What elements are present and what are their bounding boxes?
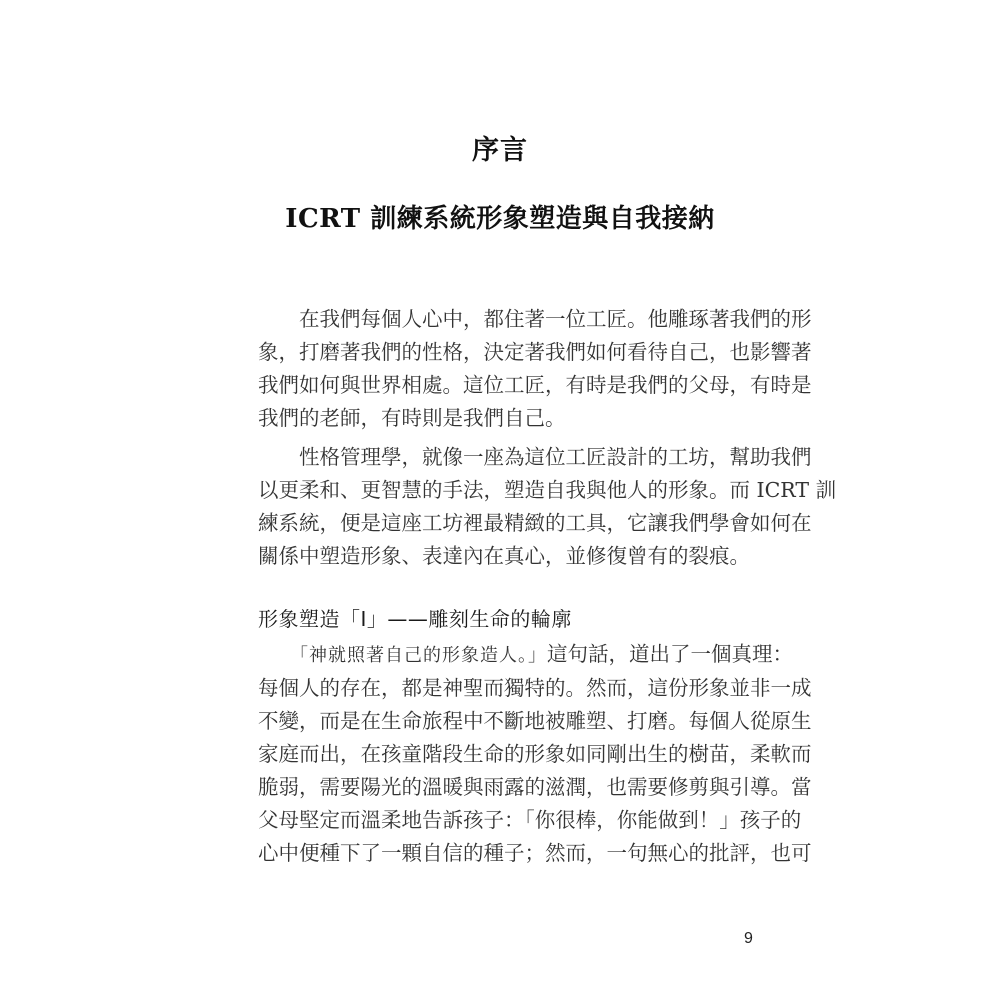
paragraph-line: 練系統，便是這座工坊裡最精緻的工具，它讓我們學會如何在: [258, 511, 812, 535]
paragraph-line: 父母堅定而溫柔地告訴孩子：「你很棒，你能做到！」孩子的: [258, 808, 802, 832]
paragraph-line: 以更柔和、更智慧的手法，塑造自我與他人的形象。而 ICRT 訓: [258, 478, 837, 502]
paragraph-line: 在我們每個人心中，都住著一位工匠。他雕琢著我們的形: [258, 307, 812, 331]
paragraph-line: 家庭而出，在孩童階段生命的形象如同剛出生的樹苗，柔軟而: [258, 742, 812, 766]
paragraph-line: 象，打磨著我們的性格，決定著我們如何看待自己，也影響著: [258, 340, 812, 364]
scripture-quote: 「神就照著自己的形象造人。」: [299, 645, 547, 666]
intro-paragraph-2: [258, 441, 837, 573]
paragraph-line: 關係中塑造形象、表達內在真心，並修復曾有的裂痕。: [258, 544, 750, 568]
intro-paragraph-1: [258, 303, 812, 435]
first-line-rest: 這句話，道出了一個真理：: [547, 642, 793, 666]
paragraph-line: 心中便種下了一顆自信的種子；然而，一句無心的批評，也可: [258, 841, 812, 865]
paragraph-line: 我們的老師，有時則是我們自己。: [258, 406, 566, 430]
chapter-title: 序言: [472, 135, 528, 166]
page-number: 9: [744, 930, 753, 947]
paragraph-line: 脆弱，需要陽光的溫暖與雨露的滋潤，也需要修剪與引導。當: [258, 775, 812, 799]
paragraph-line: 每個人的存在，都是神聖而獨特的。然而，這份形象並非一成: [258, 676, 812, 700]
paragraph-line: 性格管理學，就像一座為這位工匠設計的工坊，幫助我們: [258, 445, 812, 469]
section-heading: 形象塑造「I」——雕刻生命的輪廓: [258, 607, 572, 631]
paragraph-line: 不變，而是在生命旅程中不斷地被雕塑、打磨。每個人從原生: [258, 709, 812, 733]
chapter-subtitle: ICRT 訓練系統形象塑造與自我接納: [285, 204, 715, 234]
paragraph-line: 我們如何與世界相處。這位工匠，有時是我們的父母，有時是: [258, 373, 812, 397]
paragraph-first-line: [258, 638, 793, 672]
section-paragraph: [258, 638, 812, 870]
